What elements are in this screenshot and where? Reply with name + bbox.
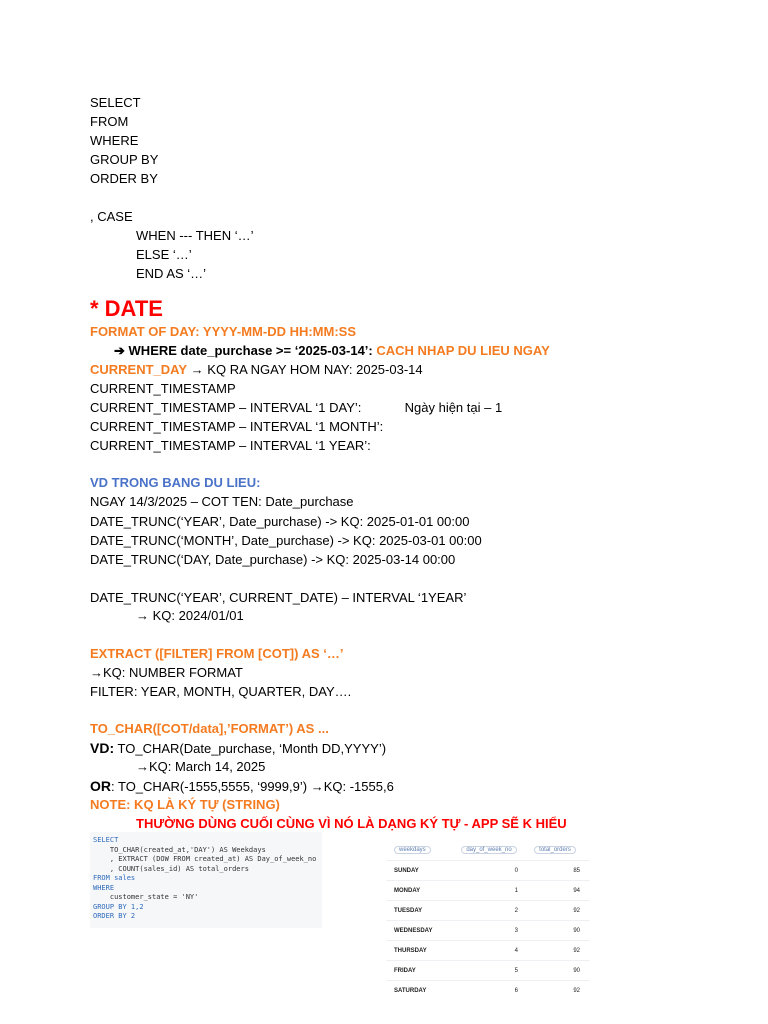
date-trunc-year-line: DATE_TRUNC(‘YEAR’, Date_purchase) -> KQ: 2025-01-01 00:00 <box>90 514 470 529</box>
or-text: : TO_CHAR(-1555,5555, ‘9999,9’) <box>111 779 308 794</box>
extract-result: KQ: NUMBER FORMAT <box>103 665 243 680</box>
date-trunc-result: KQ: 2024/01/01 <box>152 608 244 623</box>
tochar-vd-result-line <box>136 759 265 775</box>
tochar-heading: TO_CHAR([COT/data],’FORMAT’) AS ... <box>90 721 329 736</box>
column-header[interactable]: day_of_week_no <box>454 845 524 856</box>
table-row: THURSDAY 4 92 <box>386 940 590 960</box>
tochar-or-line <box>90 778 394 795</box>
interval-day-note: Ngày hiện tại – 1 <box>404 400 503 415</box>
current-timestamp-line: CURRENT_TIMESTAMP <box>90 381 236 396</box>
extract-filter-line: FILTER: YEAR, MONTH, QUARTER, DAY…. <box>90 684 352 699</box>
where-date-line <box>114 343 550 359</box>
result-table <box>386 840 590 996</box>
date-trunc-day-line: DATE_TRUNC(‘DAY, Date_purchase) -> KQ: 2025-03-14 00:00 <box>90 552 456 567</box>
where-date-note: CACH NHAP DU LIEU NGAY <box>376 343 550 358</box>
vd-text: TO_CHAR(Date_purchase, ‘Month DD,YYYY’) <box>117 741 387 756</box>
arrow-icon: → <box>310 779 324 794</box>
code-line: ORDER BY 2 <box>93 912 136 920</box>
sql-keyword-from: FROM <box>90 114 129 129</box>
date-trunc-month-line: DATE_TRUNC(‘MONTH’, Date_purchase) -> KQ: 2025-03-01 00:00 <box>90 533 482 548</box>
case-line: , CASE <box>90 209 133 224</box>
case-end-line: END AS ‘…’ <box>136 266 207 281</box>
table-row: SUNDAY 0 85 <box>386 860 590 880</box>
tochar-warning: THƯỜNG DÙNG CUỐI CÙNG VÌ NÓ LÀ DẠNG KÝ TỰ - APP SẼ K HIỂU <box>136 816 567 831</box>
current-day-note: KQ RA NGAY HOM NAY: 2025-03-14 <box>207 362 423 377</box>
tochar-note: NOTE: KQ LÀ KÝ TỰ (STRING) <box>90 797 280 812</box>
arrow-icon: ➔ <box>114 343 125 358</box>
case-else-line: ELSE ‘…’ <box>136 247 192 262</box>
date-format-line: FORMAT OF DAY: YYYY-MM-DD HH:MM:SS <box>90 324 357 339</box>
vd-label: VD: <box>90 740 115 756</box>
column-header[interactable]: weekdays <box>386 845 454 856</box>
or-result: KQ: -1555,6 <box>323 779 394 794</box>
arrow-icon: → <box>136 759 149 774</box>
code-line: FROM sales <box>93 874 136 882</box>
example-heading: VD TRONG BANG DU LIEU: <box>90 475 261 490</box>
interval-day-text: CURRENT_TIMESTAMP – INTERVAL ‘1 DAY’: <box>90 400 362 415</box>
arrow-icon: → <box>90 665 103 680</box>
sql-keyword-group-by: GROUP BY <box>90 152 159 167</box>
code-snippet <box>90 832 322 928</box>
code-line: , COUNT(sales_id) AS total_orders <box>93 864 249 873</box>
extract-heading: EXTRACT ([FILTER] FROM [COT]) AS ‘…’ <box>90 646 344 661</box>
arrow-icon: → <box>136 608 149 623</box>
sql-keyword-select: SELECT <box>90 95 141 110</box>
table-row: FRIDAY 5 90 <box>386 960 590 980</box>
current-day-line <box>90 362 423 378</box>
code-line: SELECT <box>93 836 119 844</box>
code-line: , EXTRACT (DOW FROM created_at) AS Day_of_week_no <box>93 855 317 863</box>
interval-year-line: CURRENT_TIMESTAMP – INTERVAL ‘1 YEAR’: <box>90 438 371 453</box>
date-heading: * DATE <box>90 296 163 321</box>
code-line: customer_state = 'NY' <box>93 893 199 901</box>
date-trunc-interval-line: DATE_TRUNC(‘YEAR’, CURRENT_DATE) – INTERVAL ‘1YEAR’ <box>90 590 467 605</box>
table-row: WEDNESDAY 3 90 <box>386 920 590 940</box>
tochar-vd-line <box>90 740 386 757</box>
sql-keyword-order-by: ORDER BY <box>90 171 158 186</box>
table-row: MONDAY 1 94 <box>386 880 590 900</box>
current-day-label: CURRENT_DAY <box>90 362 188 377</box>
sql-keyword-where: WHERE <box>90 133 139 148</box>
code-line: TO_CHAR(created_at,'DAY') AS Weekdays <box>93 845 266 854</box>
table-row: SATURDAY 6 92 <box>386 980 590 1000</box>
table-row: TUESDAY 2 92 <box>386 900 590 920</box>
where-date-text: WHERE date_purchase >= ‘2025-03-14’: <box>128 343 373 358</box>
interval-month-line: CURRENT_TIMESTAMP – INTERVAL ‘1 MONTH’: <box>90 419 384 434</box>
extract-result-line <box>90 665 243 681</box>
column-header[interactable]: total_orders <box>524 845 586 856</box>
code-line: GROUP BY 1,2 <box>93 902 144 911</box>
code-line: WHERE <box>93 883 115 892</box>
vd-result: KQ: March 14, 2025 <box>149 759 266 774</box>
interval-day-line <box>90 400 502 416</box>
arrow-icon: → <box>190 362 204 377</box>
or-label: OR <box>90 778 111 794</box>
date-trunc-result-line <box>136 608 244 624</box>
table-header <box>386 840 590 860</box>
case-when-line: WHEN --- THEN ‘…’ <box>136 228 254 243</box>
example-line: NGAY 14/3/2025 – COT TEN: Date_purchase <box>90 494 354 509</box>
